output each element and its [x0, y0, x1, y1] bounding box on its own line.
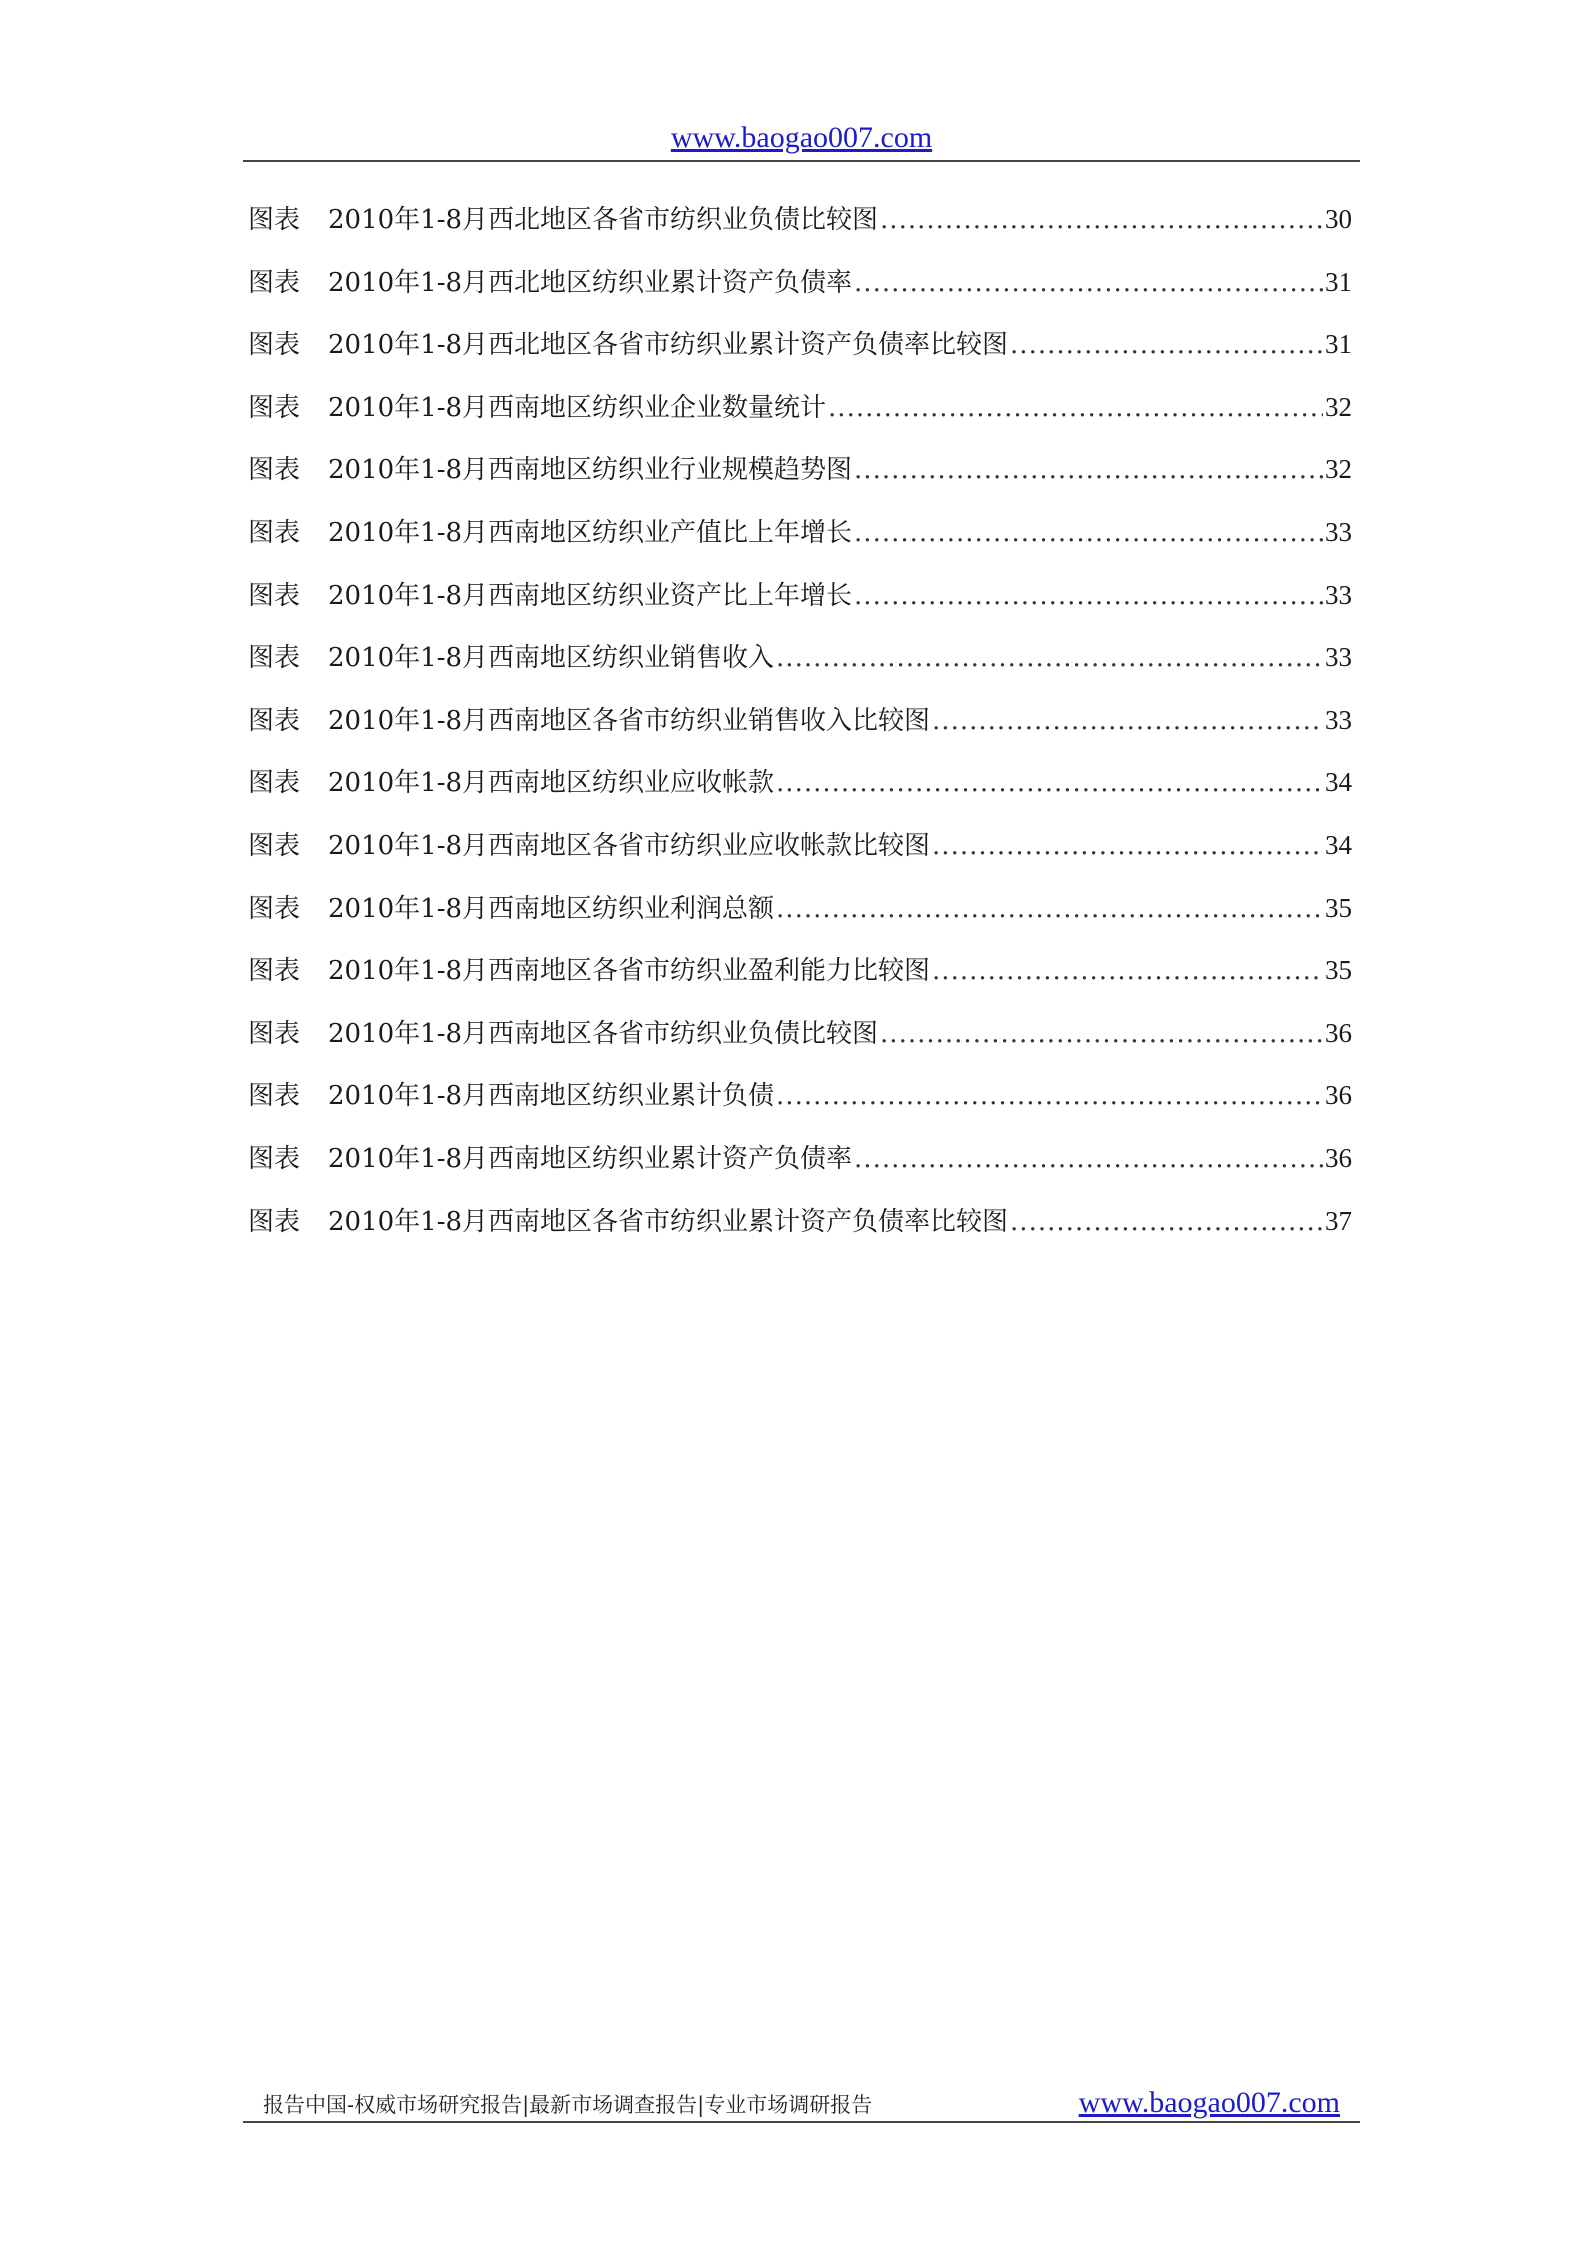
toc-entry[interactable]: [248, 825, 1352, 888]
toc-dot-leader: [880, 205, 1323, 235]
toc-entry-page-number: 36: [1325, 1017, 1352, 1048]
toc-entry-title: 2010年1-8月西北地区各省市纺织业负债比较图: [328, 205, 879, 235]
toc-entry-page-number: 35: [1325, 892, 1352, 923]
toc-entry-page-number: 33: [1325, 516, 1352, 547]
toc-entry-prefix: 图表: [248, 956, 301, 987]
toc-dot-leader: [776, 643, 1323, 673]
toc-dot-leader: [1010, 330, 1323, 360]
toc-entry-page-number: 34: [1325, 829, 1352, 860]
toc-dot-leader: [854, 268, 1323, 298]
page-header: [243, 118, 1360, 162]
toc-entry-title: 2010年1-8月西南地区纺织业销售收入: [328, 643, 775, 674]
toc-dot-leader: [776, 894, 1323, 924]
toc-entry[interactable]: [248, 1075, 1352, 1138]
toc-entry[interactable]: [248, 1138, 1352, 1201]
toc-entry-page-number: 32: [1325, 391, 1352, 422]
toc-entry-prefix: 图表: [248, 455, 301, 486]
toc-entry[interactable]: [248, 950, 1352, 1013]
toc-entry-title: 2010年1-8月西北地区纺织业累计资产负债率: [328, 267, 853, 298]
toc-entry[interactable]: [248, 512, 1352, 575]
toc-entry-prefix: 图表: [248, 1018, 301, 1049]
toc-entry-page-number: 36: [1325, 1080, 1352, 1111]
toc-entry-title: 2010年1-8月西南地区纺织业应收帐款: [328, 768, 775, 799]
footer-website-link[interactable]: www.baogao007.com: [1078, 2086, 1340, 2119]
toc-entry-title: 2010年1-8月西南地区纺织业利润总额: [328, 893, 775, 924]
toc-entry-title: 2010年1-8月西北地区各省市纺织业累计资产负债率比较图: [328, 330, 1009, 361]
toc-entry[interactable]: [248, 324, 1352, 387]
toc-entry[interactable]: [248, 575, 1352, 638]
toc-entry[interactable]: [248, 199, 1352, 262]
page-footer: [243, 2083, 1360, 2123]
toc-entry[interactable]: [248, 1201, 1352, 1264]
toc-dot-leader: [932, 706, 1323, 736]
toc-entry[interactable]: [248, 762, 1352, 825]
toc-entry-title: 2010年1-8月西南地区各省市纺织业盈利能力比较图: [328, 956, 931, 987]
toc-entry-title: 2010年1-8月西南地区各省市纺织业累计资产负债率比较图: [328, 1206, 1009, 1237]
toc-entry-page-number: 30: [1325, 204, 1352, 234]
toc-entry[interactable]: [248, 1013, 1352, 1076]
toc-entry-title: 2010年1-8月西南地区纺织业资产比上年增长: [328, 580, 853, 611]
toc-entry-prefix: 图表: [248, 392, 301, 423]
toc-entry-prefix: 图表: [248, 267, 301, 298]
toc-entry[interactable]: [248, 888, 1352, 951]
toc-entry[interactable]: [248, 387, 1352, 450]
toc-entry-title: 2010年1-8月西南地区纺织业行业规模趋势图: [328, 455, 853, 486]
toc-entry-page-number: 31: [1325, 266, 1352, 297]
toc-entry-title: 2010年1-8月西南地区纺织业累计资产负债率: [328, 1143, 853, 1174]
toc-entry-page-number: 31: [1325, 329, 1352, 360]
toc-dot-leader: [1010, 1207, 1323, 1237]
toc-entry-prefix: 图表: [248, 330, 301, 361]
toc-entry-title: 2010年1-8月西南地区纺织业产值比上年增长: [328, 517, 853, 548]
toc-entry[interactable]: [248, 700, 1352, 763]
toc-entry-page-number: 37: [1325, 1205, 1352, 1236]
toc-entry-page-number: 33: [1325, 642, 1352, 673]
toc-entry-prefix: 图表: [248, 1206, 301, 1237]
toc-entry-prefix: 图表: [248, 205, 301, 235]
toc-entry-title: 2010年1-8月西南地区各省市纺织业应收帐款比较图: [328, 830, 931, 861]
toc-dot-leader: [932, 831, 1323, 861]
toc-dot-leader: [854, 455, 1323, 485]
toc-entry[interactable]: [248, 449, 1352, 512]
toc-dot-leader: [854, 581, 1323, 611]
toc-entry-prefix: 图表: [248, 830, 301, 861]
toc-entry-page-number: 34: [1325, 767, 1352, 798]
toc-dot-leader: [880, 1019, 1323, 1049]
toc-dot-leader: [776, 768, 1323, 798]
toc-dot-leader: [828, 393, 1323, 423]
toc-entry-page-number: 33: [1325, 579, 1352, 610]
toc-entry-prefix: 图表: [248, 517, 301, 548]
toc-entry-page-number: 36: [1325, 1142, 1352, 1173]
toc-entry-title: 2010年1-8月西南地区各省市纺织业负债比较图: [328, 1018, 879, 1049]
toc-entry-prefix: 图表: [248, 1081, 301, 1112]
toc-entry-page-number: 33: [1325, 704, 1352, 735]
toc-entry-prefix: 图表: [248, 705, 301, 736]
toc-entry-prefix: 图表: [248, 893, 301, 924]
footer-tagline: 报告中国-权威市场研究报告|最新市场调查报告|专业市场调研报告: [263, 2093, 873, 2117]
toc-entry-prefix: 图表: [248, 768, 301, 799]
toc-entry-title: 2010年1-8月西南地区纺织业累计负债: [328, 1081, 775, 1112]
toc-entry-page-number: 35: [1325, 955, 1352, 986]
toc-dot-leader: [854, 1144, 1323, 1174]
toc-entry-prefix: 图表: [248, 643, 301, 674]
toc-entry-title: 2010年1-8月西南地区各省市纺织业销售收入比较图: [328, 705, 931, 736]
table-of-figures: [248, 199, 1352, 1263]
toc-entry[interactable]: [248, 262, 1352, 325]
toc-dot-leader: [776, 1081, 1323, 1111]
toc-dot-leader: [932, 956, 1323, 986]
toc-entry-prefix: 图表: [248, 1143, 301, 1174]
toc-entry-page-number: 32: [1325, 454, 1352, 485]
toc-dot-leader: [854, 518, 1323, 548]
toc-entry-prefix: 图表: [248, 580, 301, 611]
toc-entry-title: 2010年1-8月西南地区纺织业企业数量统计: [328, 392, 827, 423]
toc-entry[interactable]: [248, 637, 1352, 700]
header-website-link[interactable]: www.baogao007.com: [670, 121, 933, 154]
